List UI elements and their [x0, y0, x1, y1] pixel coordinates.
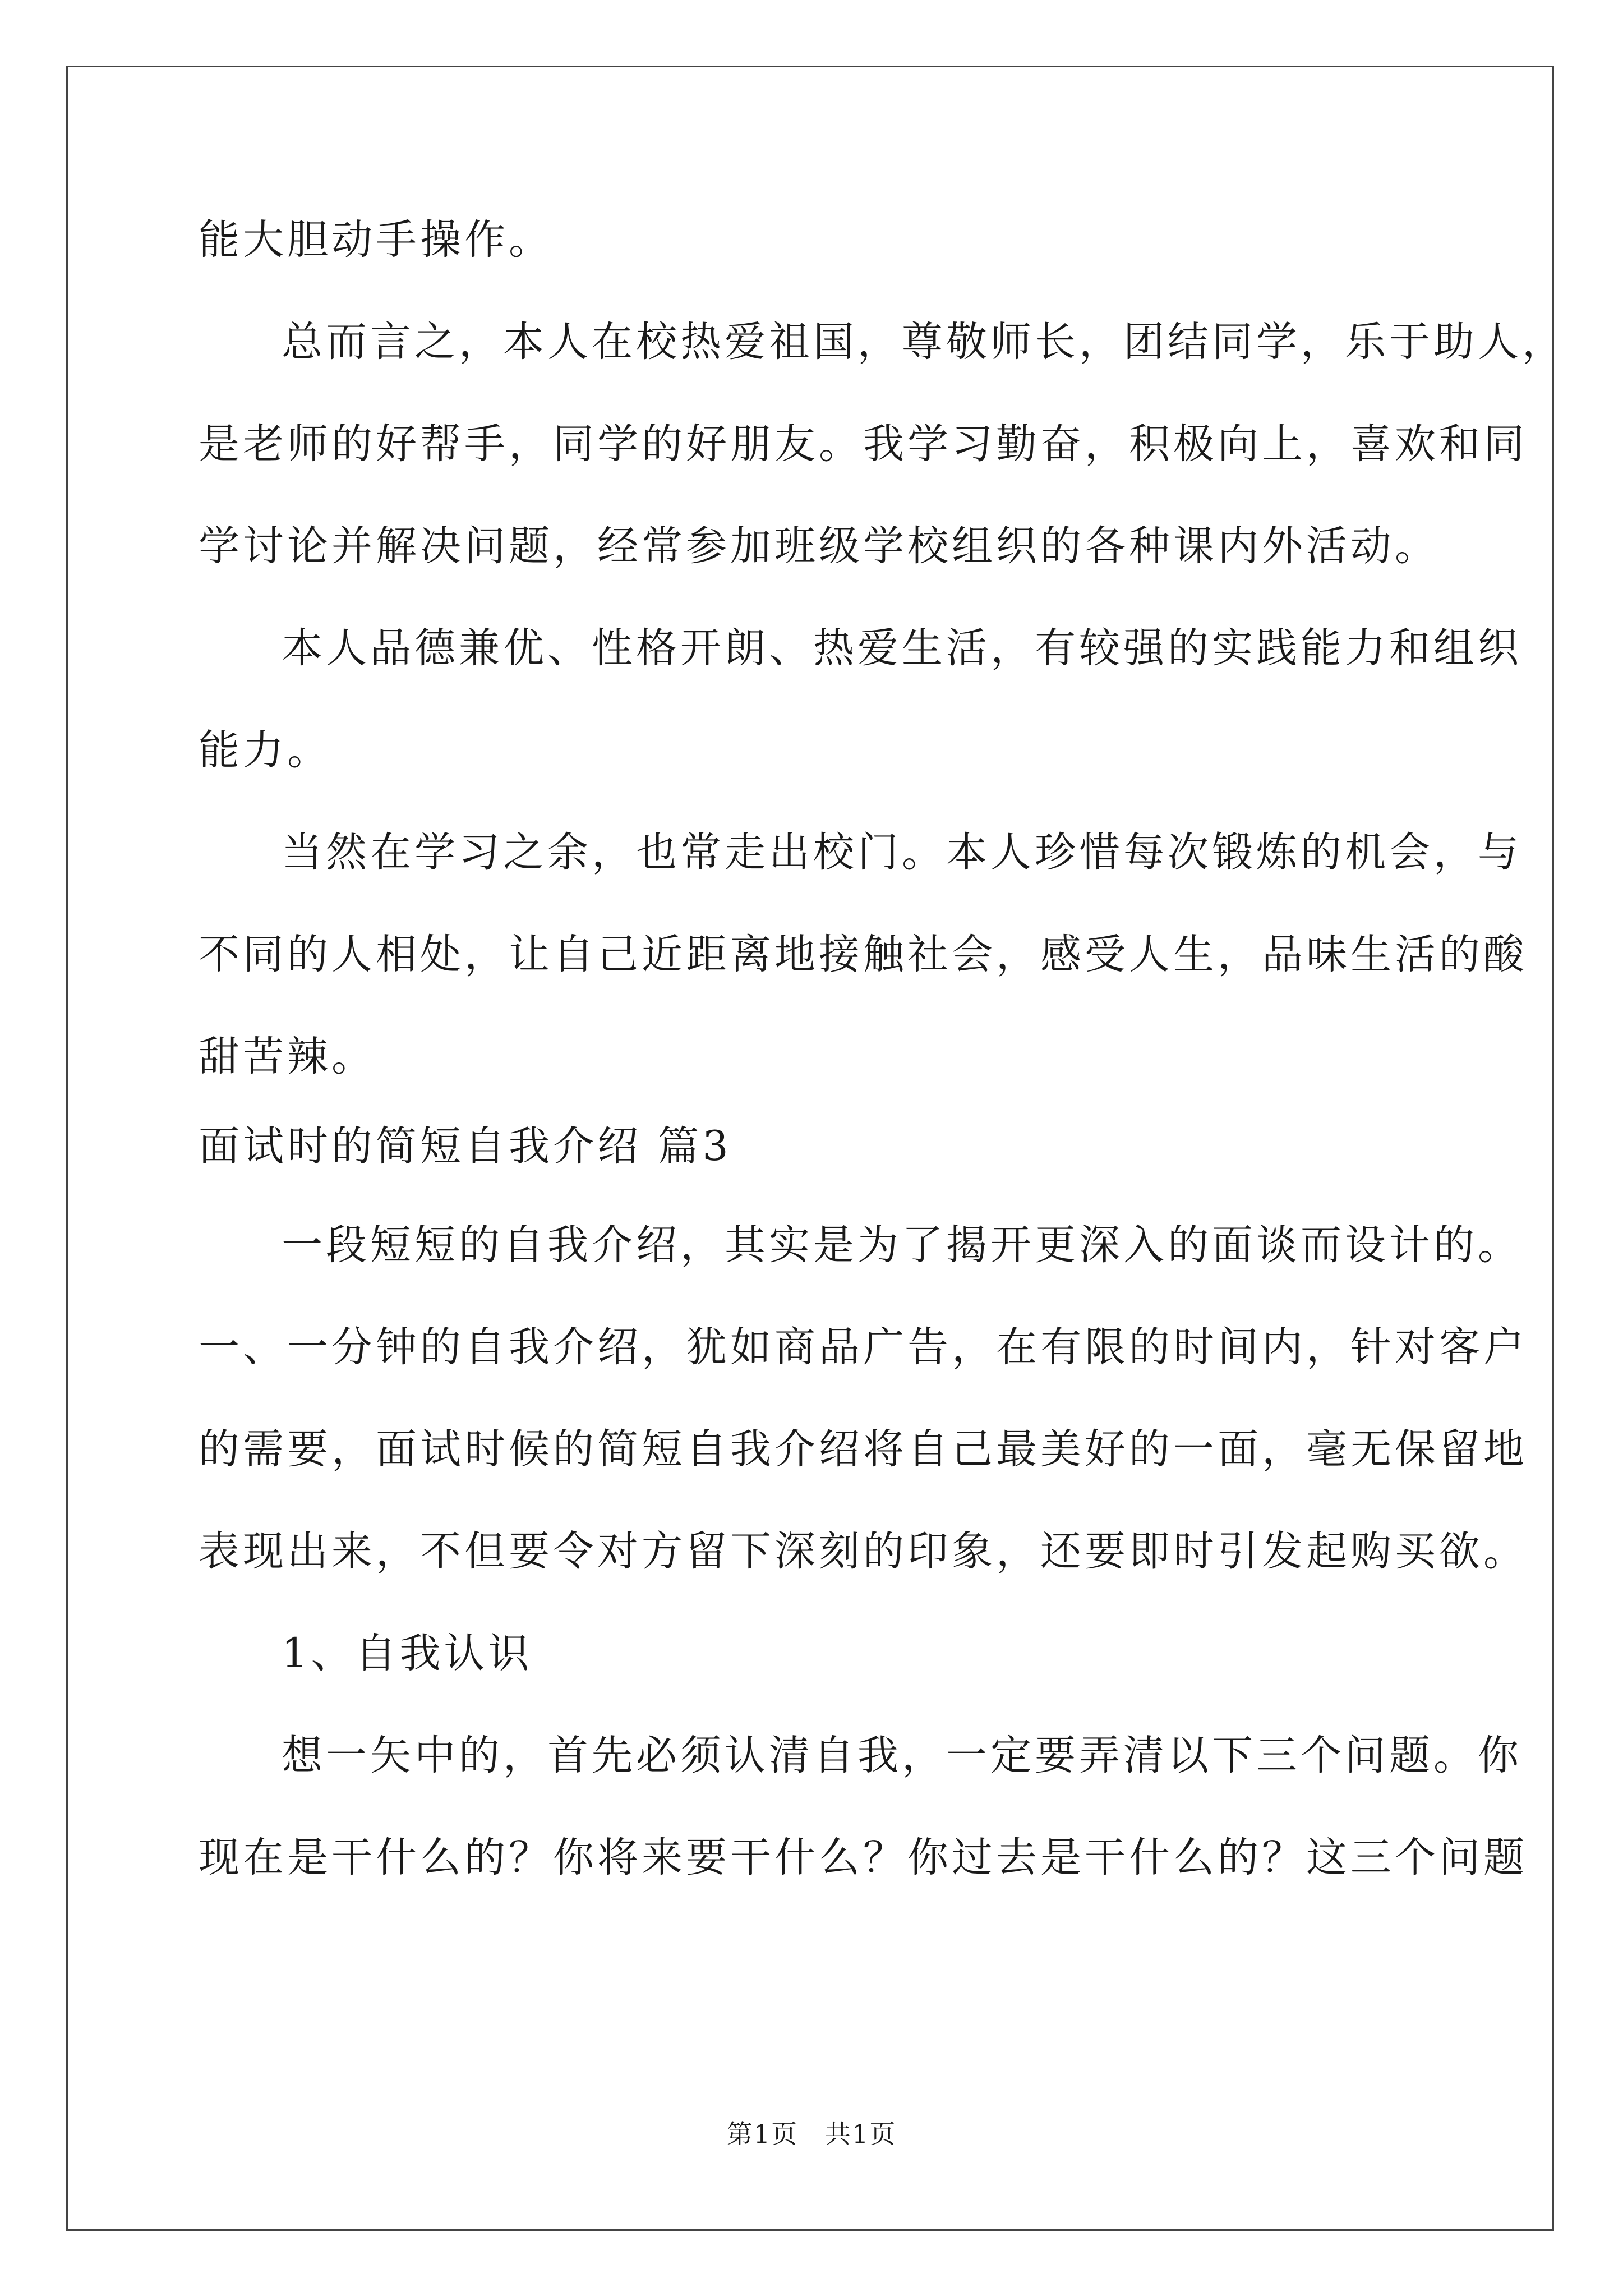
paragraph-line: 学讨论并解决问题，经常参加班级学校组织的各种课内外活动。: [199, 522, 1439, 570]
paragraph-line: 能大胆动手操作。: [199, 216, 553, 264]
paragraph-line: 不同的人相处，让自己近距离地接触社会，感受人生，品味生活的酸: [199, 931, 1528, 978]
paragraph-line: 表现出来，不但要令对方留下深刻的印象，还要即时引发起购买欲。: [199, 1527, 1528, 1575]
paragraph-line: 当然在学习之余，也常走出校门。本人珍惜每次锻炼的机会，与: [282, 829, 1522, 876]
paragraph-line: 一段短短的自我介绍，其实是为了揭开更深入的面谈而设计的。: [282, 1221, 1522, 1269]
paragraph-line: 本人品德兼优、性格开朗、热爱生活，有较强的实践能力和组织: [282, 624, 1522, 672]
paragraph-line: 能力。: [199, 726, 331, 774]
paragraph-line: 现在是干什么的？你将来要干什么？你过去是干什么的？这三个问题: [199, 1834, 1528, 1881]
paragraph-line: 一、一分钟的自我介绍，犹如商品广告，在有限的时间内，针对客户: [199, 1323, 1528, 1371]
paragraph-line: 的需要，面试时候的简短自我介绍将自己最美好的一面，毫无保留地: [199, 1425, 1528, 1473]
paragraph-line: 甜苦辣。: [199, 1033, 376, 1080]
paragraph-line: 想一矢中的，首先必须认清自我，一定要弄清以下三个问题。你: [282, 1732, 1522, 1779]
list-item-heading: 1、自我认识: [282, 1630, 533, 1677]
section-heading: 面试时的简短自我介绍 篇3: [199, 1122, 732, 1170]
page-number-footer: 第1页 共1页: [726, 2119, 897, 2149]
paragraph-line: 总而言之，本人在校热爱祖国，尊敬师长，团结同学，乐于助人，: [282, 318, 1566, 366]
paragraph-line: 是老师的好帮手，同学的好朋友。我学习勤奋，积极向上，喜欢和同: [199, 420, 1528, 468]
